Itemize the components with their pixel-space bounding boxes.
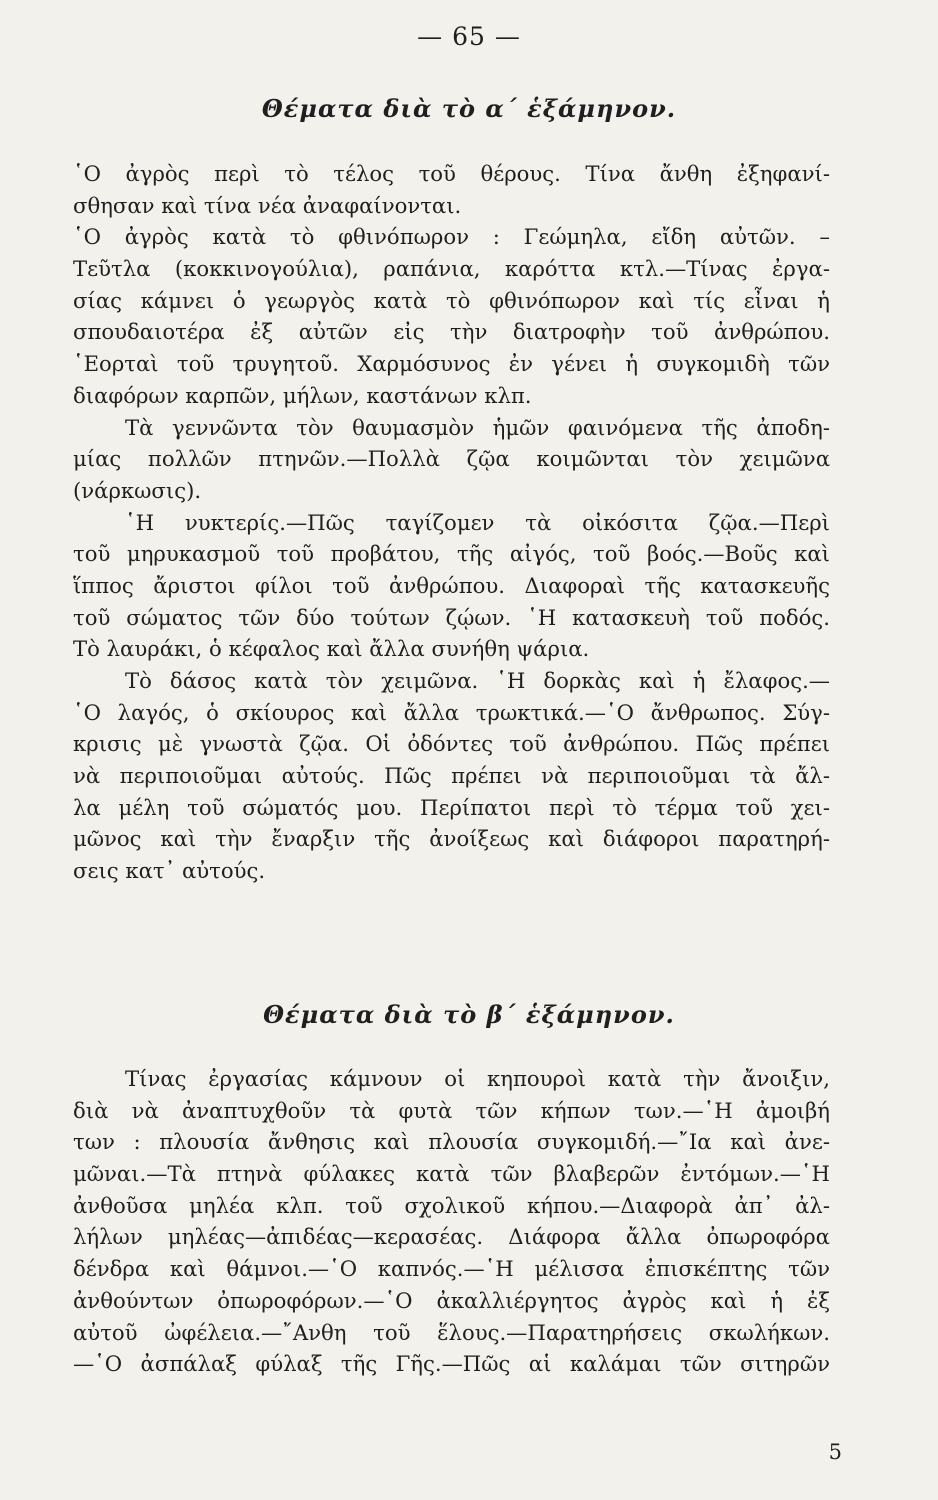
text-line: ῾Ο λαγός, ὁ σκίουρος καὶ ἄλλα τρωκτικά.—῾Ο ἄνθρωπος. Σύγ- [73, 699, 830, 725]
text-line: δένδρα καὶ θάμνοι.—῾Ο καπνός.—῾Η μέλισσα ἐπισκέπτης τῶν [73, 1256, 830, 1282]
text-line: σίας κάμνει ὁ γεωργὸς κατὰ τὸ φθινόπωρον καὶ τίς εἶναι ἡ [73, 287, 830, 313]
text-line: ἀνθοῦσα μηλέα κλπ. τοῦ σχολικοῦ κήπου.—Διαφορὰ ἀπ᾽ ἀλ- [73, 1192, 830, 1218]
first-semester-text [73, 158, 830, 887]
text-line: (νάρκωσις). [73, 477, 202, 503]
text-line: λήλων μηλέας—ἀπιδέας—κερασέας. Διάφορα ἄλλα ὀπωροφόρα [73, 1224, 830, 1250]
text-line: σθησαν καὶ τίνα νέα ἀναφαίνονται. [73, 192, 462, 218]
text-line: μῶναι.—Τὰ πτηνὰ φύλακες κατὰ τῶν βλαβερῶν ἐντόμων.—῾Η [73, 1161, 830, 1187]
section-title-second-semester: Θέματα διὰ τὸ β΄ ἑξάμηνον. [263, 1000, 675, 1029]
page-number: — 65 — [417, 22, 521, 51]
section-title-first-semester: Θέματα διὰ τὸ α΄ ἑξάμηνον. [261, 94, 677, 123]
text-line: τοῦ σώματος τῶν δύο τούτων ζῴων. ῾Η κατασκευὴ τοῦ ποδός. [73, 604, 830, 630]
text-line: σεις κατ᾽ αὐτούς. [73, 858, 266, 884]
text-line: σπουδαιοτέρα ἐξ αὐτῶν εἰς τὴν διατροφὴν τοῦ ἀνθρώπου. [73, 319, 830, 345]
text-line: νὰ περιποιοῦμαι αὐτούς. Πῶς πρέπει νὰ περιποιοῦμαι τὰ ἄλ- [73, 763, 830, 789]
text-line: ἵππος ἄριστοι φίλοι τοῦ ἀνθρώπου. Διαφοραὶ τῆς κατασκευῆς [73, 572, 830, 598]
text-line: ῾Εορταὶ τοῦ τρυγητοῦ. Χαρμόσυνος ἐν γένει ἡ συγκομιδὴ τῶν [73, 351, 830, 377]
text-line: Τὰ γεννῶντα τὸν θαυμασμὸν ἡμῶν φαινόμενα τῆς ἀποδη- [125, 414, 830, 440]
text-line: Τίνας ἐργασίας κάμνουν οἱ κηπουροὶ κατὰ τὴν ἄνοιξιν, [125, 1066, 830, 1091]
text-line: των : πλουσία ἄνθησις καὶ πλουσία συγκομιδή.—῎Ια καὶ ἀνε- [73, 1129, 830, 1155]
text-line: τοῦ μηρυκασμοῦ τοῦ προβάτου, τῆς αἰγός, τοῦ βοός.—Βοῦς καὶ [73, 541, 830, 567]
signature-mark: 5 [828, 1440, 842, 1464]
second-semester-text [73, 1063, 830, 1380]
text-line: Τὸ δάσος κατὰ τὸν χειμῶνα. ῾Η δορκὰς καὶ ἡ ἔλαφος.— [125, 668, 830, 693]
text-line: Τεῦτλα (κοκκινογούλια), ραπάνια, καρόττα κτλ.—Τίνας ἐργα- [73, 256, 830, 282]
text-line: Τὸ λαυράκι, ὁ κέφαλος καὶ ἄλλα συνήθη ψάρια. [73, 636, 590, 662]
text-line: ῾Ο ἀγρὸς κατὰ τὸ φθινόπωρον : Γεώμηλα, εἴδη αὐτῶν. – [73, 224, 830, 250]
text-line: μῶνος καὶ τὴν ἔναρξιν τῆς ἀνοίξεως καὶ διάφοροι παρατηρή- [73, 826, 830, 852]
text-line: ῾Ο ἀγρὸς περὶ τὸ τέλος τοῦ θέρους. Τίνα ἄνθη ἐξηφανί- [73, 161, 830, 186]
text-line: ἀνθούντων ὀπωροφόρων.—῾Ο ἀκαλλιέργητος ἀγρὸς καὶ ἡ ἐξ [73, 1287, 830, 1313]
text-line: λα μέλη τοῦ σώματός μου. Περίπατοι περὶ τὸ τέρμα τοῦ χει- [73, 794, 830, 820]
text-line: αὐτοῦ ὠφέλεια.—῎Ανθη τοῦ ἕλους.—Παρατηρήσεις σκωλήκων. [73, 1319, 830, 1345]
text-line: κρισις μὲ γνωστὰ ζῷα. Οἱ ὀδόντες τοῦ ἀνθρώπου. Πῶς πρέπει [73, 731, 830, 757]
text-line: διὰ νὰ ἀναπτυχθοῦν τὰ φυτὰ τῶν κήπων των.—῾Η ἀμοιβή [73, 1097, 830, 1123]
text-line: —῾Ο ἀσπάλαξ φύλαξ τῆς Γῆς.—Πῶς αἱ καλάμαι τῶν σιτηρῶν [73, 1351, 830, 1377]
text-line: ῾Η νυκτερίς.—Πῶς ταγίζομεν τὰ οἰκόσιτα ζῷα.—Περὶ [125, 509, 830, 535]
text-line: μίας πολλῶν πτηνῶν.—Πολλὰ ζῷα κοιμῶνται τὸν χειμῶνα [73, 446, 830, 472]
text-line: διαφόρων καρπῶν, μήλων, καστάνων κλπ. [73, 382, 532, 408]
